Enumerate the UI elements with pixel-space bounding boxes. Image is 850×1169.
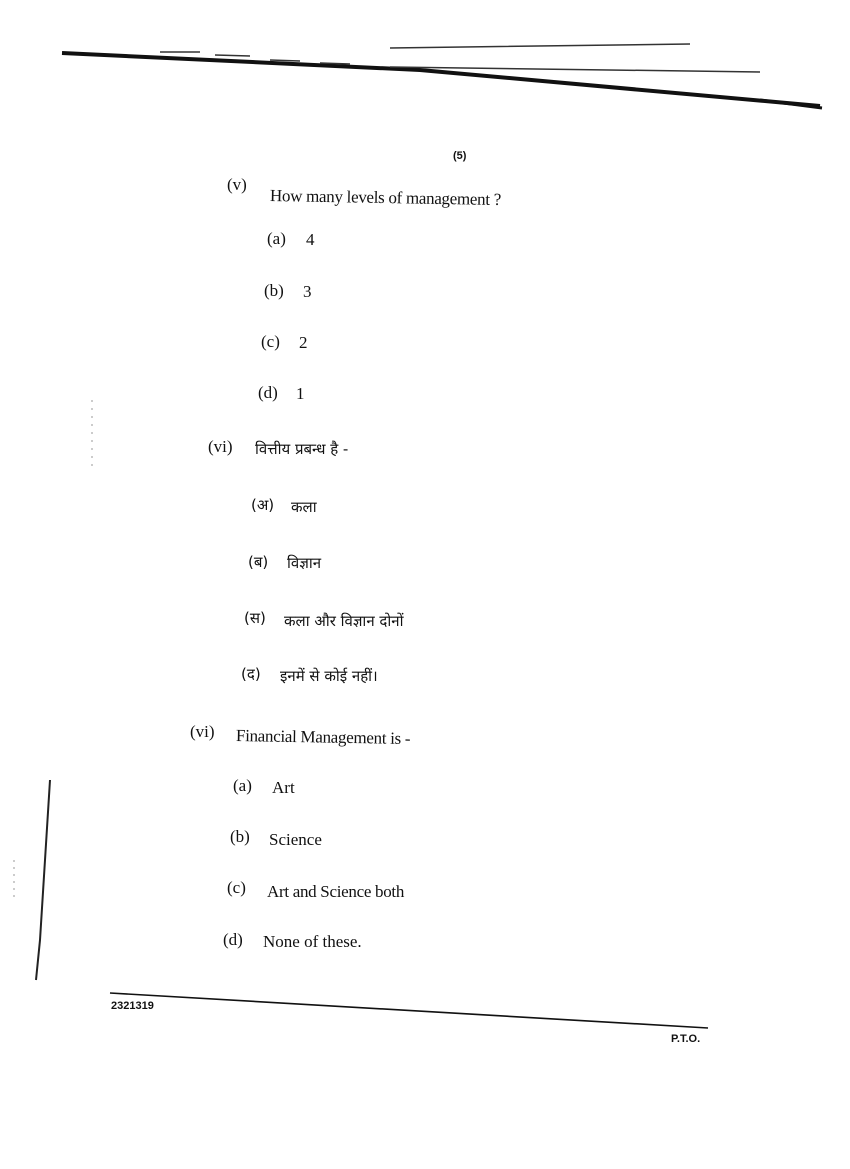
question-number: (vi)	[190, 722, 215, 741]
option-text: Science	[269, 830, 322, 849]
option-label: (ब)	[248, 553, 269, 571]
question-text: वित्तीय प्रबन्ध है -	[255, 440, 349, 458]
option-label: (अ)	[251, 496, 275, 514]
option-text: कला	[291, 498, 317, 516]
question-text: How many levels of management ?	[269, 186, 502, 210]
option-text: Art	[272, 778, 295, 797]
option-label: (a)	[233, 776, 252, 795]
question-text: Financial Management is -	[235, 726, 411, 749]
option-text: 3	[303, 282, 312, 301]
option-text: कला और विज्ञान दोनों	[284, 612, 404, 630]
option-text: 2	[299, 333, 308, 352]
option-label: (स)	[244, 609, 266, 627]
question-number: (v)	[227, 175, 247, 194]
option-text: 4	[306, 230, 315, 249]
option-label: (c)	[227, 878, 246, 897]
option-text: विज्ञान	[287, 554, 322, 572]
option-label: (b)	[264, 281, 284, 300]
option-text: 1	[296, 384, 305, 403]
page-number: (5)	[453, 150, 467, 162]
option-label: (b)	[230, 827, 250, 846]
option-label: (c)	[261, 332, 280, 351]
option-label: (d)	[258, 383, 278, 402]
option-label: (a)	[267, 229, 286, 248]
question-number: (vi)	[208, 437, 233, 456]
option-text: इनमें से कोई नहीं।	[280, 667, 378, 685]
option-text: Art and Science both	[267, 882, 405, 901]
pto-label: P.T.O.	[671, 1033, 701, 1045]
option-text: None of these.	[263, 932, 362, 951]
paper-code: 2321319	[111, 1000, 154, 1012]
option-label: (द)	[241, 665, 261, 683]
option-label: (d)	[223, 930, 243, 949]
